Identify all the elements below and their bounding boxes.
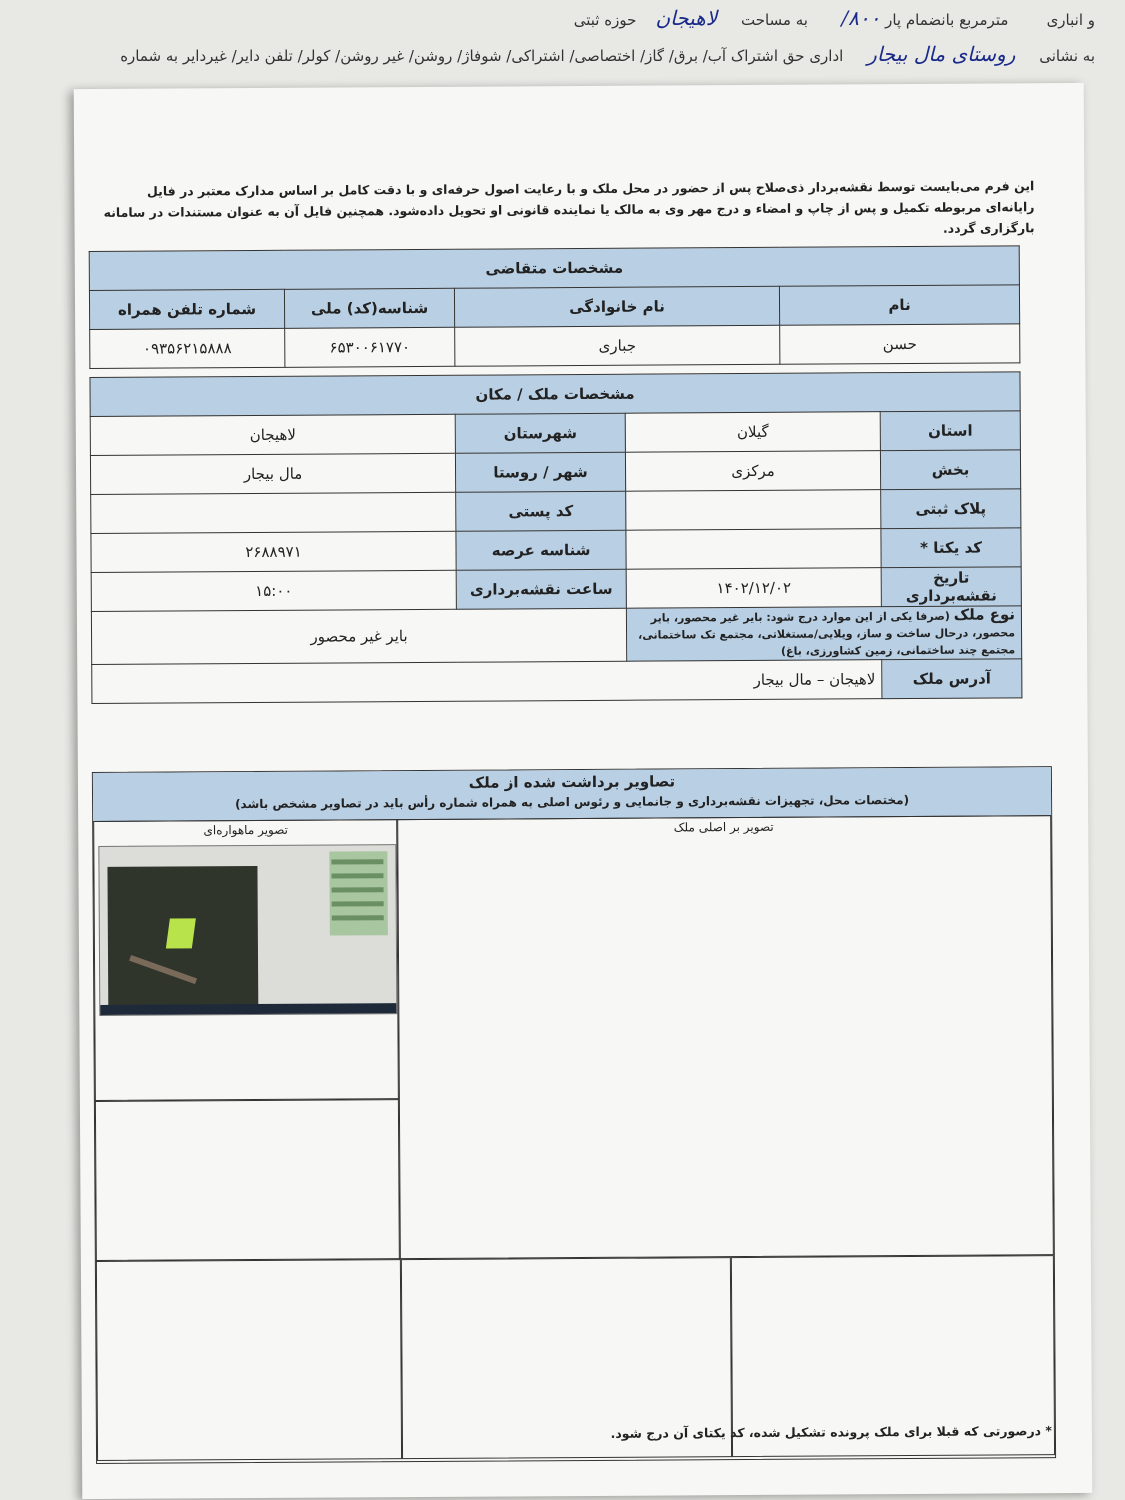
form-intro: این فرم می‌بایست توسط نقشه‌بردار ذی‌صلاح پس از حضور در محل ملک و با رعایت اصول حرفه‌ای و با دقت کامل بر اساس مدارک معتبر در فایل رایانه‌ای مربوطه تکمیل و پس از چاپ و امضاء و درج مهر وی به مالک یا نماینده قانونی او تحویل داده‌شود. همچنین فایل آن به عنوان مستندات در سامانه بارگزاری گردد. xyxy=(103,178,1035,236)
first-name-header: نام xyxy=(779,285,1019,325)
photos-title: تصاویر برداشت شده از ملک xyxy=(468,772,676,792)
property-type-label: نوع ملک xyxy=(953,605,1016,624)
unique-code-value xyxy=(626,529,881,570)
panel-line xyxy=(331,873,383,878)
district-value: مرکزی xyxy=(625,451,880,492)
survey-date-label: تاریخ نقشه‌برداری xyxy=(881,567,1021,607)
address-label: آدرس ملک xyxy=(882,659,1022,699)
applicant-table xyxy=(89,245,1021,369)
arse-label: شناسه عرصه xyxy=(456,530,626,570)
property-table xyxy=(89,371,1022,704)
footer-note: * درصورتی که قبلا برای ملک پرونده تشکیل شده، کد یکتای آن درج شود. xyxy=(610,1423,1052,1441)
applicant-section-title: مشخصات متقاضی xyxy=(89,246,1019,291)
plaque-value xyxy=(626,490,881,531)
mobile-header: شماره تلفن همراه xyxy=(89,289,284,329)
taskbar xyxy=(100,1003,396,1015)
handwritten-area: ۸۰۰/ xyxy=(841,6,881,30)
bg-text: به مساحت xyxy=(740,11,808,29)
plaque-label: پلاک ثبتی xyxy=(881,489,1021,529)
main-photo-caption: تصویر بر اصلی ملک xyxy=(673,819,774,835)
last-name-header: نام خانوادگی xyxy=(454,286,779,327)
city-value: مال بیجار xyxy=(90,453,455,494)
satellite-image xyxy=(98,844,397,1016)
panel-line xyxy=(332,901,384,906)
province-label: استان xyxy=(880,411,1020,451)
mobile-value: ۰۹۳۵۶۲۱۵۸۸۸ xyxy=(90,328,285,368)
panel-line xyxy=(331,859,383,864)
satellite-map-view xyxy=(107,866,258,1007)
satellite-caption: تصویر ماهواره‌ای xyxy=(203,822,289,838)
county-label: شهرستان xyxy=(455,413,625,453)
survey-time-value: ۱۵:۰۰ xyxy=(91,570,456,611)
handwritten-address: روستای مال بیجار xyxy=(867,42,1016,66)
panel-line xyxy=(332,887,384,892)
property-type-value: بایر غیر محصور xyxy=(91,608,626,664)
national-id-header: شناسه(کد) ملی xyxy=(284,288,454,328)
photos-section xyxy=(92,766,1056,1464)
district-label: بخش xyxy=(880,450,1020,490)
arse-value: ۲۶۸۸۹۷۱ xyxy=(91,531,456,572)
unique-code-label: کد یکتا * xyxy=(881,528,1021,568)
national-id-value: ۶۵۳۰۰۶۱۷۷۰ xyxy=(285,327,455,367)
property-section-title: مشخصات ملک / مکان xyxy=(90,372,1020,417)
bg-text: به نشانی xyxy=(1039,47,1095,65)
parcel-highlight xyxy=(166,918,196,948)
survey-time-label: ساعت نقشه‌برداری xyxy=(456,569,626,609)
city-label: شهر / روستا xyxy=(455,452,625,492)
main-photo-cell xyxy=(396,815,1054,1259)
background-line-2 xyxy=(120,42,1095,66)
postal-label: کد پستی xyxy=(456,491,626,531)
bg-text: اداری حق اشتراک آب/ برق/ گاز/ اختصاصی/ اشتراکی/ شوفاژ/ روشن/ غیر روشن/ کولر/ تلفن دایر/ غیردایر به شماره xyxy=(120,47,844,65)
bg-text: مترمربع بانضمام پار xyxy=(885,11,1009,29)
bg-text: و انباری xyxy=(1046,11,1095,29)
first-name-value: حسن xyxy=(780,324,1020,364)
satellite-photo-cell xyxy=(93,819,400,1101)
postal-value xyxy=(91,492,456,533)
province-value: گیلان xyxy=(625,412,880,453)
property-type-cell xyxy=(626,606,1021,661)
county-value: لاهیجان xyxy=(90,414,455,455)
property-type-note: (صرفا یکی از این موارد درج شود: بایر غیر محصور، بایر محصور، درحال ساخت و ساز، ویلایی/مستغلاتی، مجتمع تک ساختمانی، مجتمع چند ساختمانی، زمین کشاورزی، باغ) xyxy=(638,609,1016,658)
background-document-header xyxy=(0,0,1125,80)
photo-cell-left-mid xyxy=(95,1099,401,1261)
background-line-1 xyxy=(574,6,1095,30)
survey-date-value: ۱۴۰۲/۱۲/۰۲ xyxy=(626,568,881,609)
address-value: لاهیجان – مال بیجار xyxy=(92,660,882,704)
survey-form-sheet xyxy=(74,83,1093,1499)
photos-header xyxy=(93,767,1051,822)
bg-text: حوزه ثبتی xyxy=(573,11,637,29)
handwritten-city: لاهیجان xyxy=(655,6,718,30)
panel-line xyxy=(332,915,384,920)
photos-subtitle: (مختصات محل، تجهیزات نقشه‌برداری و جانمایی و رئوس اصلی به همراه شماره رأس باید در تصاویر مشخص باشد) xyxy=(234,793,910,812)
last-name-value: جباری xyxy=(455,325,780,366)
road-shape xyxy=(129,955,197,984)
